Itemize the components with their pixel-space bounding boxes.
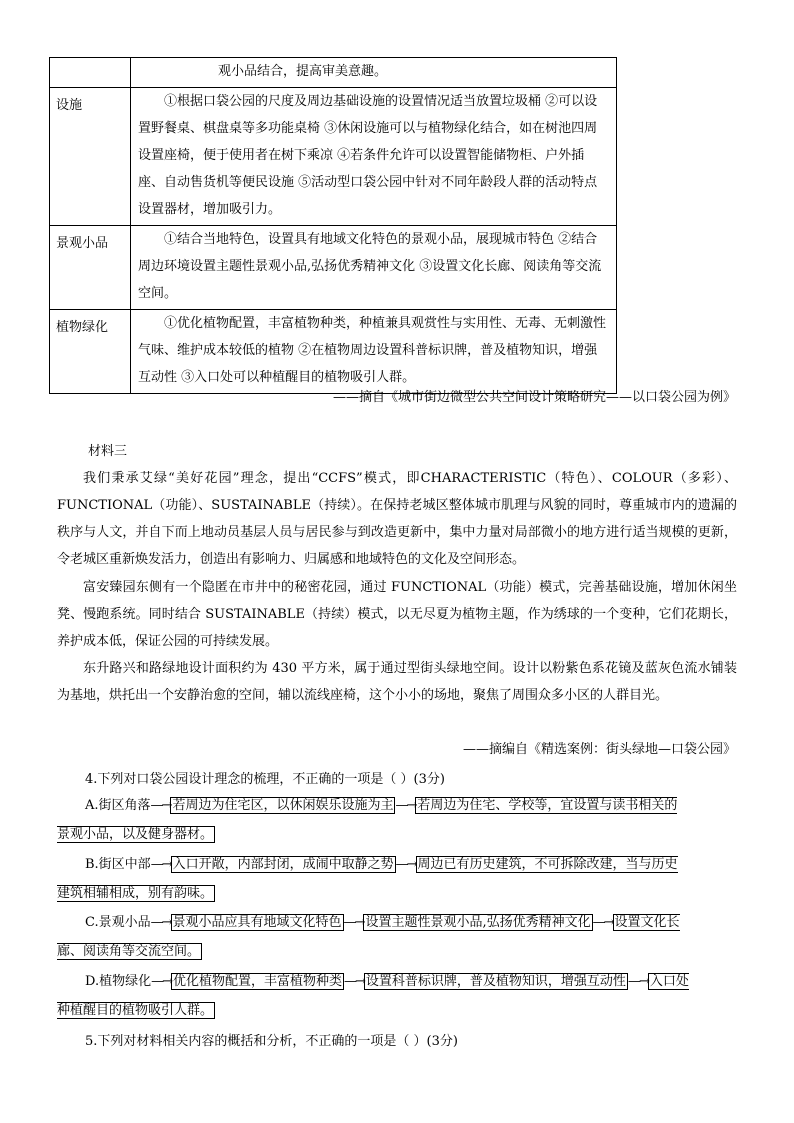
arrow-icon: —→ (344, 974, 364, 989)
option-a-box-2: 若周边为住宅、学校等，宜设置与读书相关的 景观小品，以及健身器材。 (57, 798, 678, 842)
option-a-box-1: 若周边为住宅区，以休闲娱乐设施为主 (172, 798, 394, 813)
option-b-box-1: 入口开敞，内部封闭，成闹中取静之势 (172, 857, 394, 872)
question-5-stem: 5.下列对材料相关内容的概括和分析，不正确的一项是（ ）(3分) (85, 1034, 458, 1049)
arrow-icon: —→ (150, 915, 171, 930)
table-cell-continued: 观小品结合，提高审美意趣。 (131, 58, 617, 88)
arrow-icon: —→ (150, 798, 171, 813)
arrow-icon: —→ (395, 798, 416, 813)
question-4-stem: 4.下列对口袋公园设计理念的梳理，不正确的一项是（ ）(3分) (85, 772, 445, 787)
option-c-head: C.景观小品 (85, 915, 151, 930)
table-label-facilities: 设施 (50, 88, 131, 226)
material-paragraph-3: 东升路兴和路绿地设计面积约为 430 平方米，属于通过型街头绿地空间。设计以粉紫色系花镜及蓝灰色流水铺装为基地，烘托出一个安静治愈的空间，辅以流线座椅，这个小小的场地，聚焦了周围众多小区的人群目光。 (57, 661, 737, 703)
option-b-head: B.街区中部 (85, 857, 151, 872)
arrow-icon: —→ (150, 857, 171, 872)
table-label-planting: 植物绿化 (50, 310, 131, 394)
material-paragraph-1: 我们秉承艾绿“美好花园”理念，提出“CCFS”模式，即CHARACTERISTIC（特色）、COLOUR（多彩）、FUNCTIONAL（功能）、SUSTAINABLE（持续）。在保持老城区整体城市肌理与风貌的同时，尊重城市内的遗漏的秩序与人文，并自下而上地动员基层人员与居民参与到改造更新中，集中力量对局部微小的地方进行适当规模的更新，令老城区重新焕发活力，创造出有影响力、归属感和地域特色的文化及空间形态。 (57, 471, 737, 567)
design-strategy-table (49, 57, 617, 394)
option-a-head: A.街区角落 (85, 798, 151, 813)
material-source: ——摘编自《精选案例：街头绿地—口袋公园》 (462, 742, 736, 757)
table-cell-facilities: ①根据口袋公园的尺度及周边基础设施的设置情况适当放置垃圾桶 ②可以设置野餐桌、棋盘桌等多功能桌椅 ③休闲设施可以与植物绿化结合，如在树池四周设置座椅，便于使用者在树下乘凉 ④若条件允许可以设置智能储物柜、户外插座、自动售货机等便民设施 ⑤活动型口袋公园中针对不同年龄段人群的活动特点设置器材，增加吸引力。 (131, 88, 617, 226)
option-c[interactable] (57, 908, 737, 966)
material-heading: 材料三 (88, 444, 128, 459)
option-c-box-2: 设置主题性景观小品,弘扬优秀精神文化 (365, 915, 591, 930)
option-d-head: D.植物绿化 (85, 974, 152, 989)
arrow-icon: —→ (592, 915, 613, 930)
table-label-landscape: 景观小品 (50, 226, 131, 310)
option-b-box-2: 周边已有历史建筑，不可拆除改建，当与历史 建筑相辅相成，别有韵味。 (57, 857, 678, 901)
table-cell-landscape: ①结合当地特色，设置具有地域文化特色的景观小品，展现城市特色 ②结合周边环境设置主题性景观小品,弘扬优秀精神文化 ③设置文化长廊、阅读角等交流空间。 (131, 226, 617, 310)
arrow-icon: —→ (151, 974, 171, 989)
option-c-box-3: 设置文化长 廊、阅读角等交流空间。 (57, 915, 680, 959)
arrow-icon: —→ (395, 857, 416, 872)
table-label-empty (50, 58, 131, 88)
option-d-box-2: 设置科普标识牌，普及植物知识，增强互动性 (365, 974, 626, 989)
table-cell-planting: ①优化植物配置，丰富植物种类，种植兼具观赏性与实用性、无毒、无刺激性气味、维护成本较低的植物 ②在植物周边设置科普标识牌，普及植物知识，增强互动性 ③入口处可以种植醒目的植物吸引人群。 (131, 310, 617, 394)
option-d-box-3: 入口处 种植醒目的植物吸引人群。 (57, 974, 689, 1018)
material-paragraph-2: 富安臻园东侧有一个隐匿在市井中的秘密花园，通过 FUNCTIONAL（功能）模式，完善基础设施，增加休闲坐凳、慢跑系统。同时结合 SUSTAINABLE（持续）模式，以无尽夏为植物主题，作为绣球的一个变种，它们花期长，养护成本低，保证公园的可持续发展。 (57, 580, 737, 649)
table-source: ——摘自《城市街边微型公共空间设计策略研究——以口袋公园为例》 (332, 390, 736, 405)
option-c-box-1: 景观小品应具有地域文化特色 (172, 915, 342, 930)
arrow-icon: —→ (343, 915, 364, 930)
arrow-icon: —→ (627, 974, 648, 989)
option-b[interactable] (57, 850, 737, 908)
option-d[interactable] (57, 967, 737, 1025)
option-d-box-1: 优化植物配置，丰富植物种类 (173, 974, 343, 989)
option-a[interactable] (57, 791, 737, 849)
